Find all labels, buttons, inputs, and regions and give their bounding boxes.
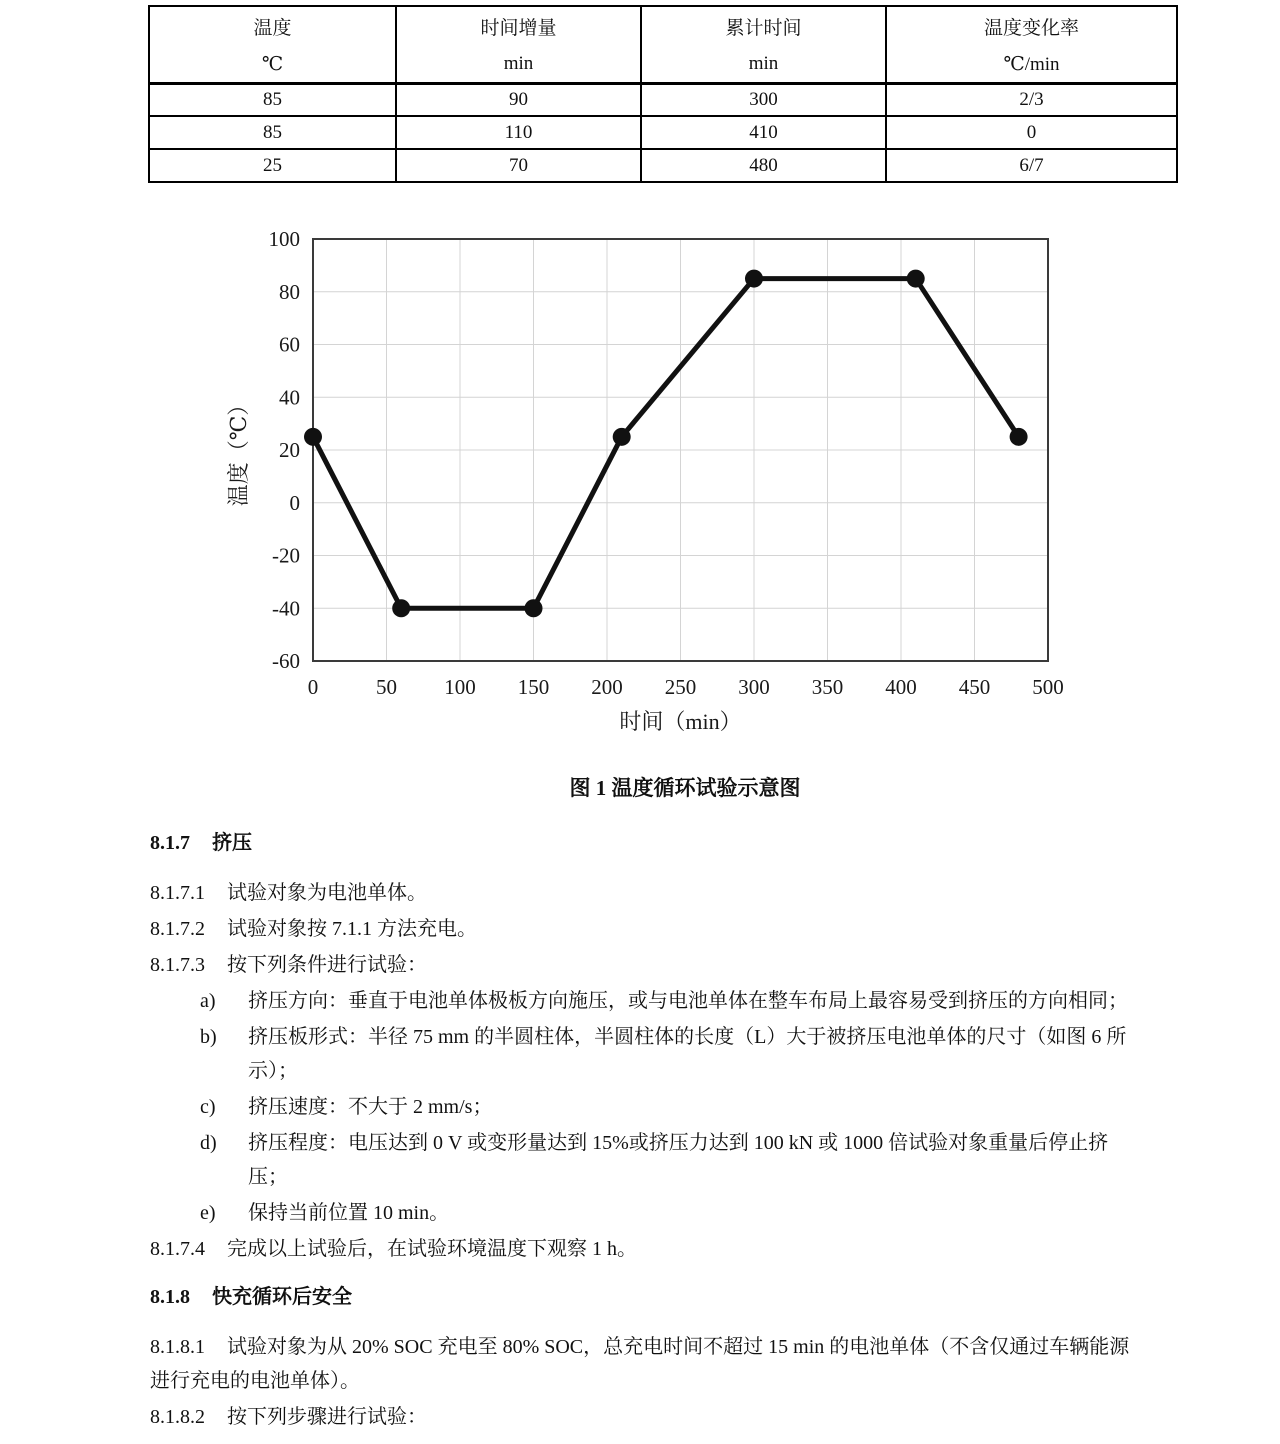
clause-number: 8.1.7.2 — [150, 918, 205, 940]
temperature-step-table — [148, 5, 1178, 183]
svg-text:200: 200 — [591, 675, 623, 699]
table-row — [149, 116, 1177, 149]
svg-text:60: 60 — [279, 332, 300, 357]
cell-cumulative-time: 300 — [641, 83, 886, 116]
temperature-cycle-chart-svg — [210, 228, 1090, 753]
list-item-label: e) — [200, 1202, 216, 1224]
clause-8-1-8-2 — [150, 1400, 1140, 1434]
figure-caption: 图 1 温度循环试验示意图 — [569, 776, 801, 800]
svg-text:100: 100 — [268, 228, 300, 251]
svg-text:温度（℃）: 温度（℃） — [226, 393, 251, 507]
list-item-label: c) — [200, 1096, 216, 1118]
svg-text:50: 50 — [376, 675, 397, 699]
col-header-time-increment — [396, 6, 641, 83]
list-item-text: 挤压速度：不大于 2 mm/s； — [248, 1096, 493, 1118]
clause-number: 8.1.8.1 — [150, 1336, 205, 1358]
cell-temp-change-rate: 6/7 — [886, 149, 1177, 182]
svg-text:450: 450 — [958, 675, 991, 699]
cell-temperature: 85 — [149, 116, 396, 149]
section-heading-8-1-8 — [150, 1280, 1140, 1314]
section-heading-8-1-7 — [150, 826, 1140, 860]
clause-number: 8.1.7.1 — [150, 882, 205, 904]
clause-number: 8.1.7.3 — [150, 954, 205, 976]
col-unit: ℃ — [261, 53, 284, 75]
svg-text:-60: -60 — [272, 649, 300, 673]
clause-text: 按下列条件进行试验： — [227, 954, 427, 976]
svg-text:350: 350 — [811, 675, 844, 699]
section-title: 快充循环后安全 — [212, 1286, 352, 1308]
list-item-d — [150, 1126, 1140, 1194]
list-item-text: 保持当前位置 10 min。 — [248, 1202, 450, 1224]
table-row — [149, 83, 1177, 116]
col-header-cumulative-time — [641, 6, 886, 83]
svg-text:150: 150 — [517, 675, 550, 699]
svg-text:300: 300 — [738, 675, 770, 699]
clause-number: 8.1.7.4 — [150, 1238, 205, 1260]
section-number: 8.1.7 — [150, 832, 190, 854]
col-title: 温度变化率 — [983, 17, 1079, 39]
clause-text: 试验对象为从 20% SOC 充电至 80% SOC，总充电时间不超过 15 min 的电池单体（不含仅通过车辆能源进行充电的电池单体）。 — [150, 1336, 1130, 1392]
col-header-temp-change-rate — [886, 6, 1177, 83]
col-title: 累计时间 — [725, 18, 802, 40]
clause-8-1-7-1 — [150, 876, 1140, 910]
list-item-e — [150, 1196, 1140, 1230]
col-unit: ℃/min — [1003, 53, 1060, 75]
clause-text: 试验对象按 7.1.1 方法充电。 — [227, 918, 477, 940]
clause-8-1-7-2 — [150, 912, 1140, 946]
list-item-text: 挤压程度：电压达到 0 V 或变形量达到 15%或挤压力达到 100 kN 或 1000 倍试验对象重量后停止挤压； — [248, 1132, 1109, 1188]
table-header-row — [149, 6, 1177, 83]
clause-text: 完成以上试验后，在试验环境温度下观察 1 h。 — [227, 1238, 637, 1260]
svg-text:250: 250 — [664, 675, 697, 699]
section-number: 8.1.8 — [150, 1286, 190, 1308]
clause-8-1-8-1 — [150, 1330, 1140, 1398]
svg-text:80: 80 — [279, 279, 300, 304]
list-item-c — [150, 1090, 1140, 1124]
list-item-label: d) — [200, 1132, 217, 1154]
cell-temp-change-rate: 2/3 — [886, 83, 1177, 116]
svg-text:-20: -20 — [272, 543, 300, 568]
cell-time-increment: 90 — [396, 83, 641, 116]
cell-temp-change-rate: 0 — [886, 116, 1177, 149]
col-unit: min — [748, 53, 779, 75]
svg-text:0: 0 — [289, 490, 300, 515]
clause-text: 试验对象为电池单体。 — [227, 882, 427, 904]
list-item-a — [150, 984, 1140, 1018]
table-row — [149, 149, 1177, 182]
clause-number: 8.1.8.2 — [150, 1406, 205, 1428]
svg-text:0: 0 — [307, 675, 319, 699]
list-item-label: a) — [200, 990, 216, 1012]
svg-text:100: 100 — [444, 675, 476, 699]
cell-cumulative-time: 480 — [641, 149, 886, 182]
svg-text:40: 40 — [279, 385, 300, 410]
col-unit: min — [503, 53, 534, 75]
svg-text:20: 20 — [279, 438, 300, 462]
list-item-b — [150, 1020, 1140, 1088]
cell-temperature: 85 — [149, 83, 396, 116]
col-title: 时间增量 — [480, 18, 557, 40]
cell-cumulative-time: 410 — [641, 116, 886, 149]
list-item-text: 挤压方向：垂直于电池单体极板方向施压，或与电池单体在整车布局上最容易受到挤压的方向相同； — [248, 990, 1128, 1012]
cell-time-increment: 70 — [396, 149, 641, 182]
svg-text:-40: -40 — [272, 596, 300, 621]
svg-text:400: 400 — [885, 675, 917, 699]
clause-text: 按下列步骤进行试验： — [227, 1406, 427, 1428]
section-title: 挤压 — [212, 832, 252, 854]
list-item-label: b) — [200, 1026, 217, 1048]
col-header-temperature — [149, 6, 396, 83]
col-title: 温度 — [253, 17, 292, 39]
list-item-text: 挤压板形式：半径 75 mm 的半圆柱体，半圆柱体的长度（L）大于被挤压电池单体的尺寸（如图 6 所示）； — [248, 1026, 1127, 1082]
svg-text:时间（min）: 时间（min） — [619, 709, 742, 734]
clause-8-1-7-4 — [150, 1232, 1140, 1266]
svg-text:500: 500 — [1032, 675, 1064, 699]
cell-time-increment: 110 — [396, 116, 641, 149]
clause-8-1-7-3 — [150, 948, 1140, 982]
document-body — [150, 820, 1140, 1436]
temperature-cycle-chart — [210, 228, 1090, 753]
cell-temperature: 25 — [149, 149, 396, 182]
